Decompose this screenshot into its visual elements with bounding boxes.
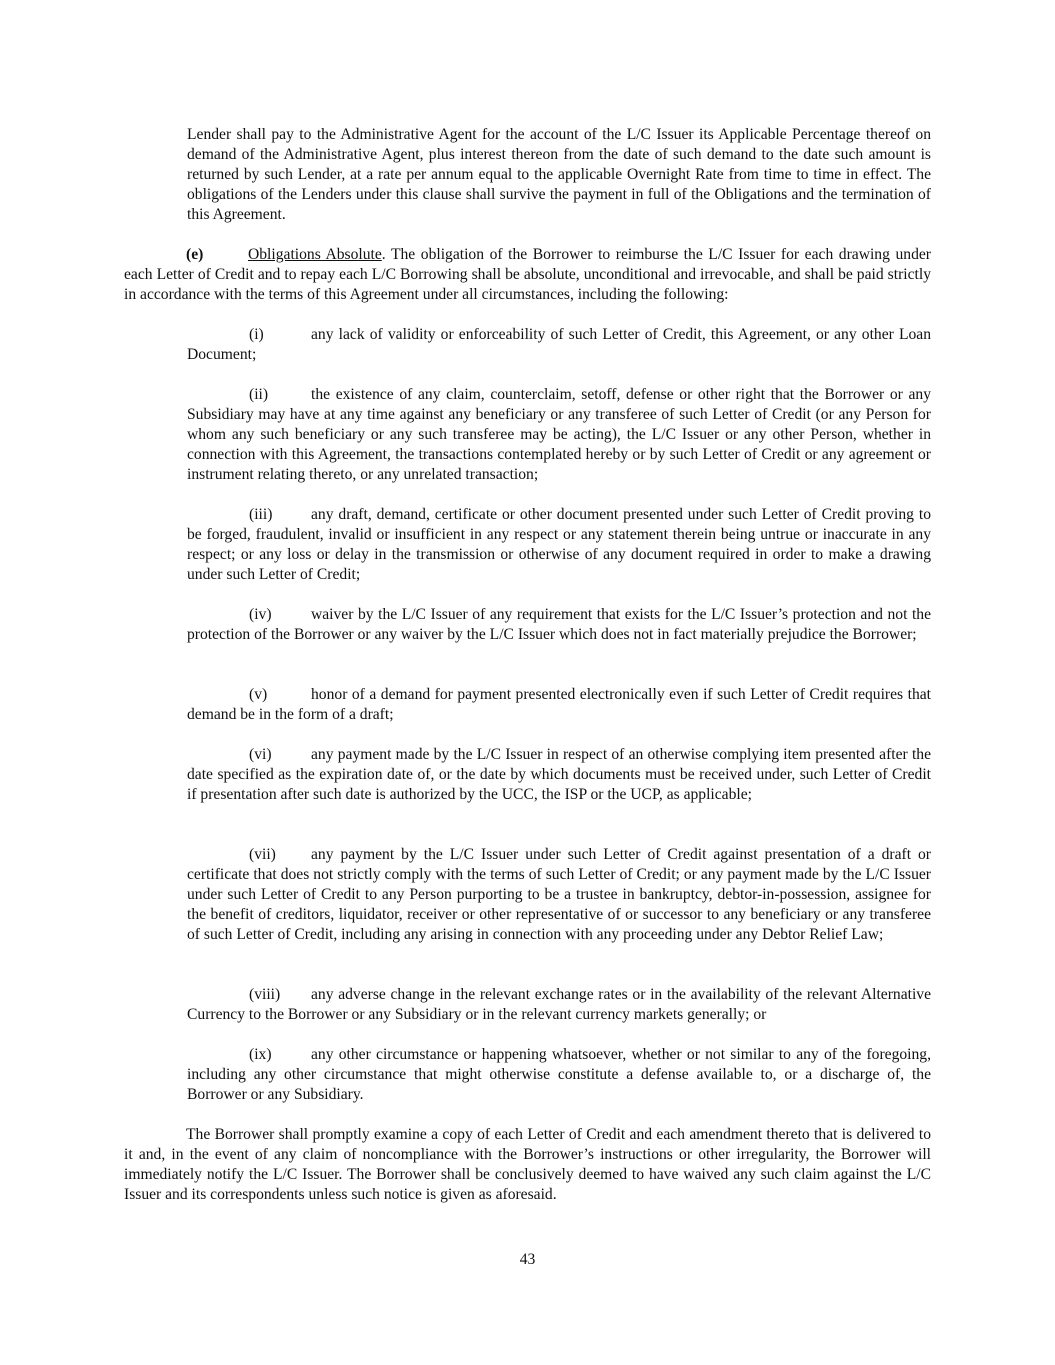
item-label: (ii) xyxy=(249,386,269,403)
item-text: any other circumstance or happening whatsoever, whether or not similar to any of the foregoing, including any other circumstance that might otherwise constitute a defense available to, or a discharge of, the Borrower or any Subsidiary. xyxy=(187,1046,931,1103)
item-text: any adverse change in the relevant exchange rates or in the availability of the relevant Alternative Currency to the Borrower or any Subsidiary or in the relevant currency markets generally; or xyxy=(187,986,931,1023)
item-label: (iii) xyxy=(249,506,273,523)
list-item xyxy=(187,845,931,945)
item-label: (iv) xyxy=(249,606,272,623)
section-e-heading: Obligations Absolute xyxy=(248,246,382,263)
list-item xyxy=(187,685,931,725)
item-label: (vii) xyxy=(249,846,276,863)
item-label: (viii) xyxy=(249,986,281,1003)
section-e-label: (e) xyxy=(186,246,204,263)
item-text: honor of a demand for payment presented electronically even if such Letter of Credit requires that demand be in the form of a draft; xyxy=(187,686,931,723)
closing-paragraph: The Borrower shall promptly examine a copy of each Letter of Credit and each amendment thereto that is delivered to it and, in the event of any claim of noncompliance with the Borrower’s instructions or other irregularity, the Borrower will immediately notify the L/C Issuer. The Borrower shall be conclusively deemed to have waived any such claim against the L/C Issuer and its correspondents unless such notice is given as aforesaid. xyxy=(124,1126,931,1203)
item-text: any draft, demand, certificate or other document presented under such Letter of Credit proving to be forged, fraudulent, invalid or insufficient in any respect or any statement therein being untrue or inaccurate in any respect; or any loss or delay in the transmission or otherwise of any document required in order to make a drawing under such Letter of Credit; xyxy=(187,506,931,583)
list-item xyxy=(187,605,931,645)
list-item xyxy=(187,325,931,365)
item-text: the existence of any claim, counterclaim, setoff, defense or other right that the Borrower or any Subsidiary may have at any time against any beneficiary or any transferee of such Letter of Credit (or any Person for whom any such beneficiary or any such transferee may be acting), the L/C Issuer or any other Person, whether in connection with this Agreement, the transactions contemplated hereby or by such Letter of Credit or any agreement or instrument relating thereto, or any unrelated transaction; xyxy=(187,386,931,483)
list-item xyxy=(187,1045,931,1105)
item-text: any payment by the L/C Issuer under such Letter of Credit against presentation of a draft or certificate that does not strictly comply with the terms of such Letter of Credit; or any payment made by the L/C Issuer under such Letter of Credit to any Person purporting to be a trustee in bankruptcy, debtor-in-possession, assignee for the benefit of creditors, liquidator, receiver or other representative of or successor to any beneficiary or any transferee of such Letter of Credit, including any arising in connection with any proceeding under any Debtor Relief Law; xyxy=(187,846,931,943)
item-label: (i) xyxy=(249,326,264,343)
section-e-paragraph xyxy=(124,245,931,305)
continuation-paragraph: Lender shall pay to the Administrative Agent for the account of the L/C Issuer its Applicable Percentage thereof on demand of the Administrative Agent, plus interest thereon from the date of such demand to the date such amount is returned by such Lender, at a rate per annum equal to the applicable Overnight Rate from time to time in effect. The obligations of the Lenders under this clause shall survive the payment in full of the Obligations and the termination of this Agreement. xyxy=(187,126,931,223)
item-text: any lack of validity or enforceability of such Letter of Credit, this Agreement, or any other Loan Document; xyxy=(187,326,931,363)
list-item xyxy=(187,745,931,805)
item-text: waiver by the L/C Issuer of any requirement that exists for the L/C Issuer’s protection and not the protection of the Borrower or any waiver by the L/C Issuer which does not in fact materially prejudice the Borrower; xyxy=(187,606,931,643)
page-number: 43 xyxy=(519,1251,536,1268)
list-item xyxy=(187,505,931,585)
list-item xyxy=(187,985,931,1025)
item-label: (v) xyxy=(249,686,268,703)
list-item xyxy=(187,385,931,485)
item-text: any payment made by the L/C Issuer in respect of an otherwise complying item presented after the date specified as the expiration date of, or the date by which documents must be received under, such Letter of Credit if presentation after such date is authorized by the UCC, the ISP or the UCP, as applicable; xyxy=(187,746,931,803)
section-e-text: . The obligation of the Borrower to reimburse the L/C Issuer for each drawing under each Letter of Credit and to repay each L/C Borrowing shall be absolute, unconditional and irrevocable, and shall be paid strictly in accordance with the terms of this Agreement under all circumstances, including the following: xyxy=(124,246,931,303)
item-label: (vi) xyxy=(249,746,272,763)
item-label: (ix) xyxy=(249,1046,272,1063)
